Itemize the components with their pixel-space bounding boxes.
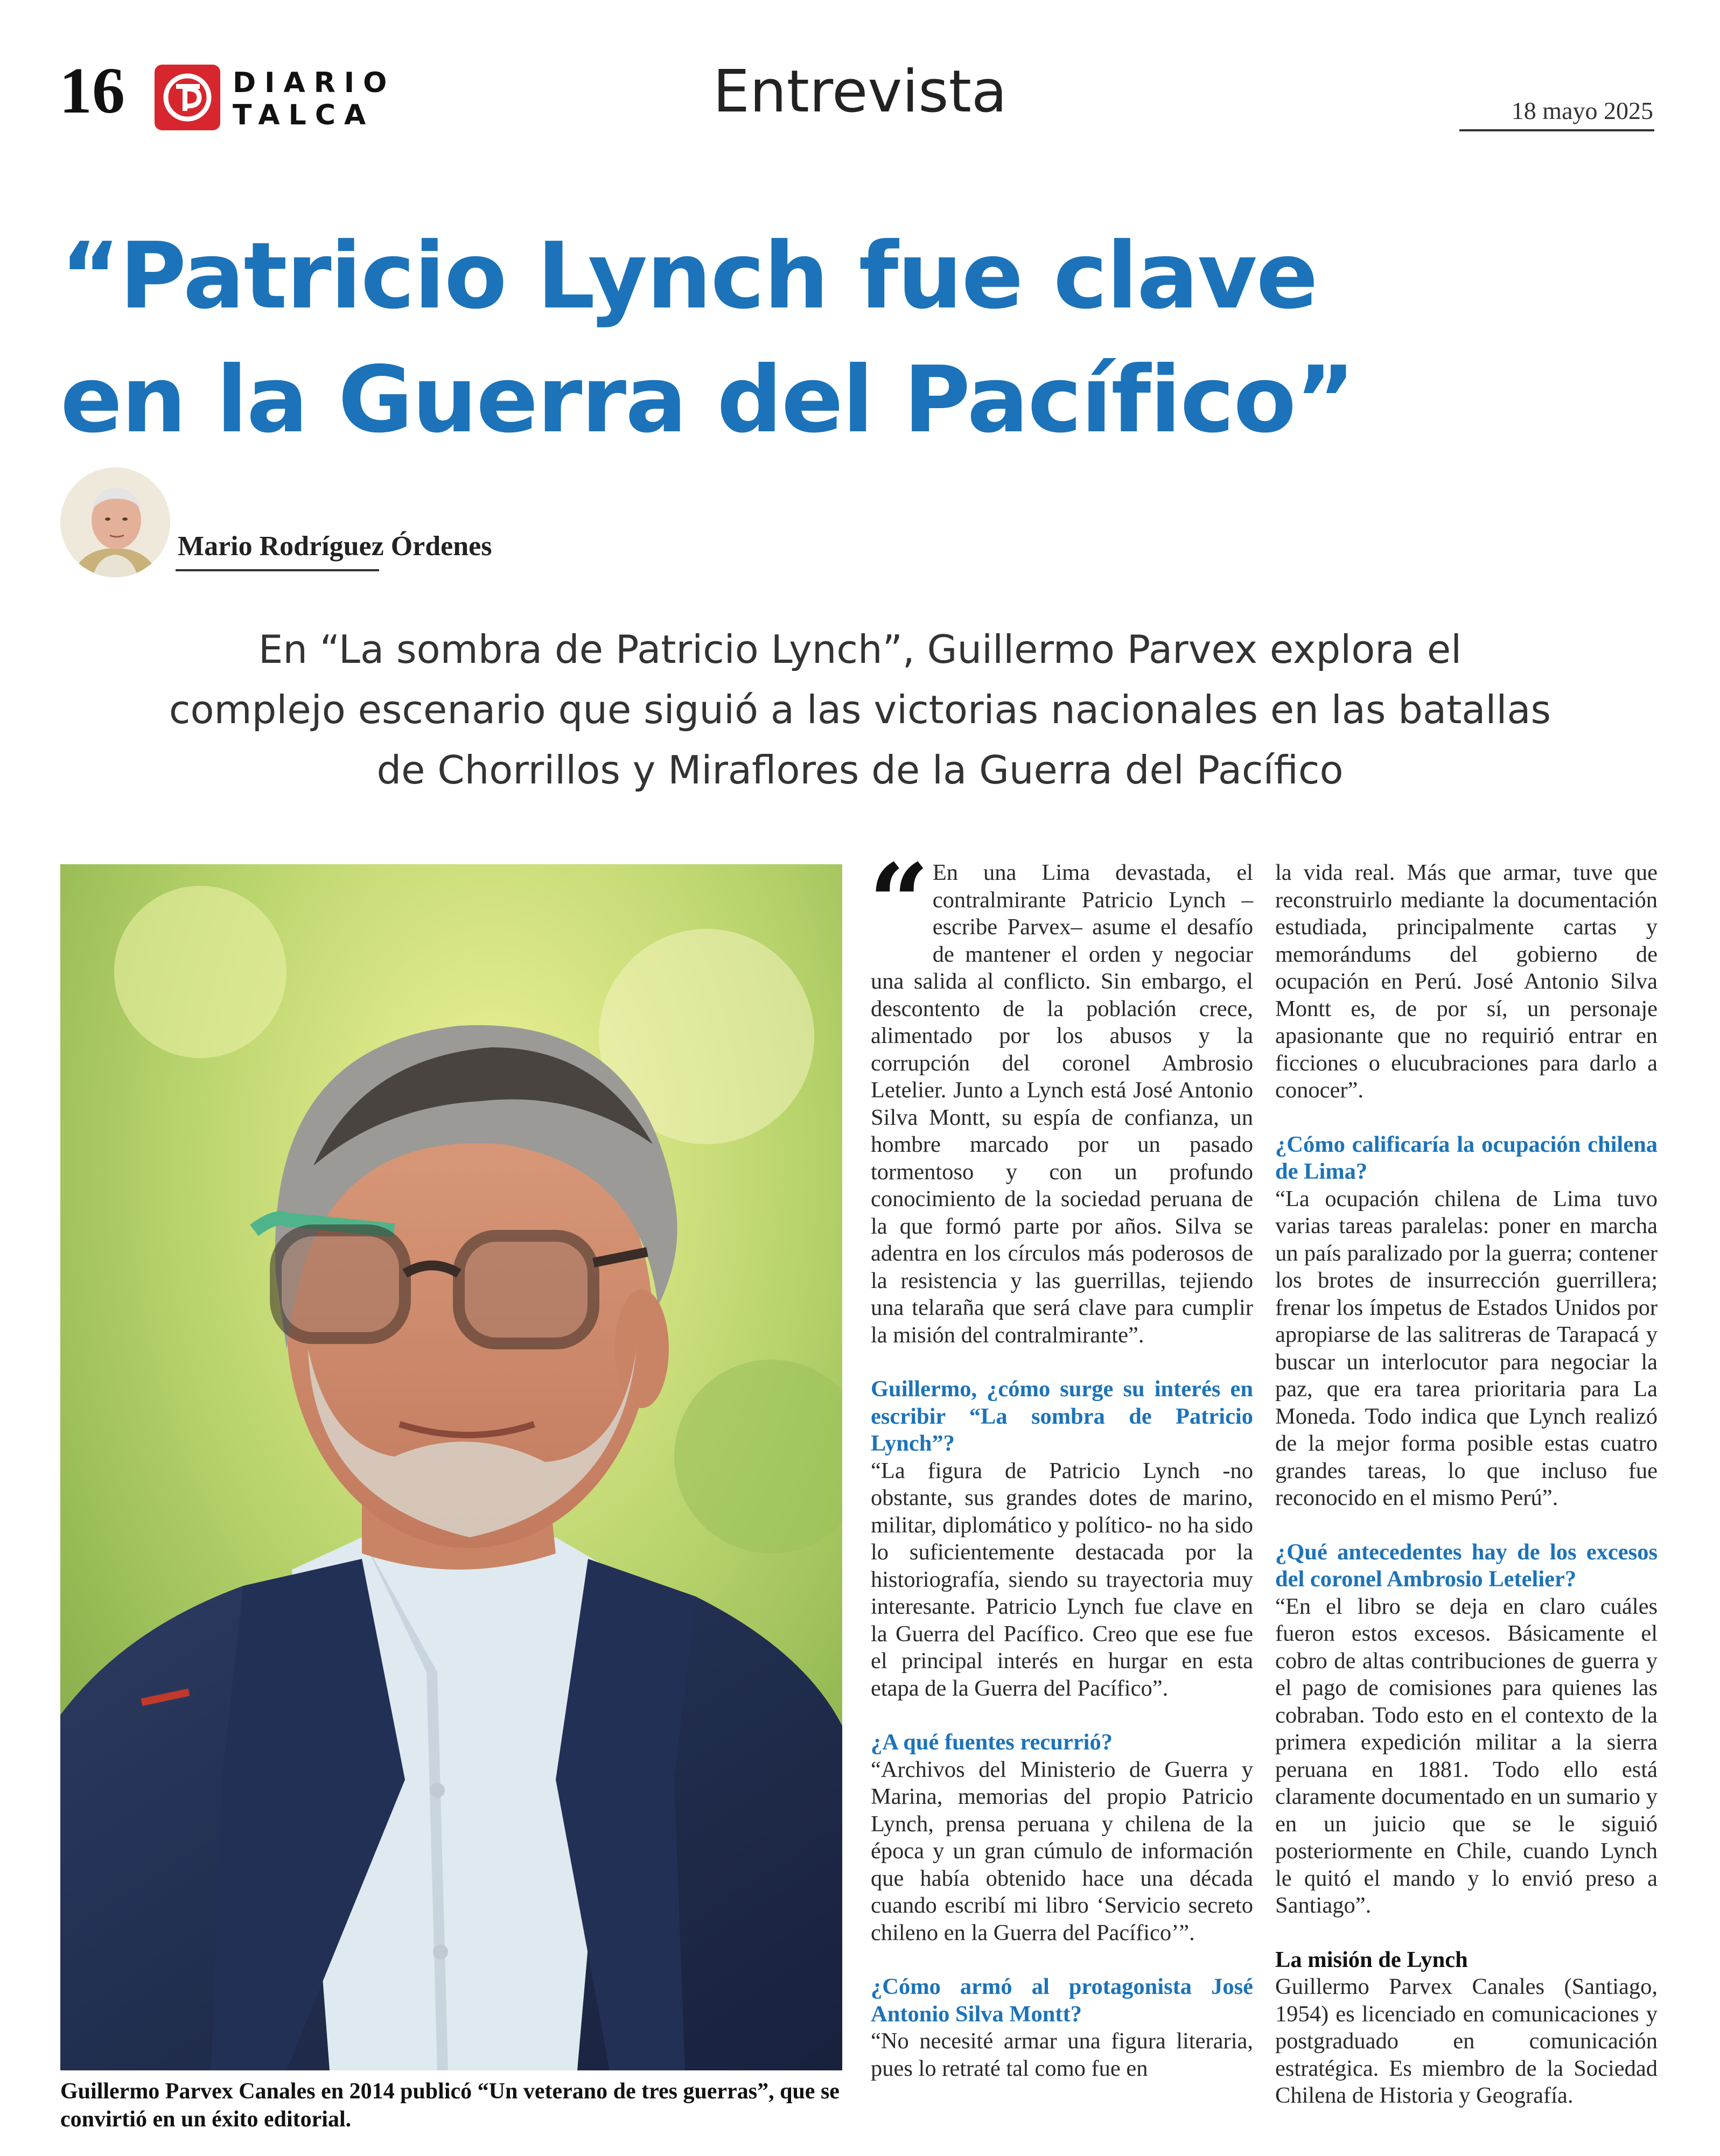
author-avatar	[60, 467, 170, 577]
question-4: ¿Cómo calificaría la ocupación chilena de Lima?	[1275, 1131, 1658, 1184]
answer-1: “La figura de Patricio Lynch -no obstante, sus grandes dotes de marino, militar, diplomático y político- no ha sido lo suficientemente destacada por la historiografía, siendo su trayectoria muy interesante. Patricio Lynch fue clave en la Guerra del Pacífico. Creo que ese fue el principal interés en hurgar en esta etapa de la Guerra del Pacífico”.	[871, 1458, 1253, 1701]
article-column-2	[1275, 859, 1658, 2110]
headline-line-2: en la Guerra del Pacífico”	[60, 347, 1354, 453]
interviewee-portrait-icon	[60, 864, 842, 2070]
interviewee-photo	[60, 864, 842, 2070]
page-number: 16	[59, 54, 125, 127]
answer-2: “Archivos del Ministerio de Guerra y Marina, memorias del propio Patricio Lynch, prensa peruana y chilena de la época y un gran cúmulo de información que había obtenido hace una década cuando escribí mi libro ‘Servicio secreto chileno en la Guerra del Pacífico’”.	[871, 1756, 1253, 1945]
brand-line-1: DIARIO	[233, 67, 396, 99]
author-bio: Guillermo Parvex Canales (Santiago, 1954) es licenciado en comunicaciones y postgraduado en comunicación estratégica. Es miembro de la Sociedad Chilena de Historia y Geografía.	[1275, 1974, 1658, 2108]
date-underline	[1459, 129, 1654, 131]
headline-line-1: “Patricio Lynch fue clave	[60, 223, 1317, 330]
standfirst-line-3: de Chorrillos y Miraflores de la Guerra del Pacífico	[376, 747, 1344, 793]
question-3: ¿Cómo armó al protagonista José Antonio Silva Montt?	[871, 1974, 1253, 2027]
publication-date: 18 mayo 2025	[1511, 97, 1653, 124]
question-2: ¿A qué fuentes recurrió?	[871, 1730, 1113, 1755]
answer-3-continued: la vida real. Más que armar, tuve que reconstruirlo mediante la documentación estudiada, principalmente cartas y memorándums del gobierno de ocupación en Perú. José Antonio Silva Montt es, de por sí, un personaje apasionante que no requirió entrar en ficciones o elucubraciones para darlo a conocer”.	[1275, 860, 1658, 1103]
article-column-1	[869, 841, 1253, 2082]
brand-line-2: TALCA	[233, 99, 375, 131]
intro-paragraph: En una Lima devastada, el contralmirante Patricio Lynch –escribe Parvex– asume el desafío de mantener el orden y negociar una salida al conflicto. Sin embargo, el descontento de la población crece, alimentado por los abusos y la corrupción del coronel Ambrosio Letelier. Junto a Lynch está José Antonio Silva Montt, su espía de confianza, un hombre marcado por un pasado tormentoso y con un profundo conocimiento de la sociedad peruana de la que formó parte por años. Silva se adentra en los círculos más poderosos de la resistencia y las guerrillas, tejiendo una telaraña que será clave para cumplir la misión del contralmirante”.	[871, 860, 1253, 1348]
standfirst	[54, 619, 1666, 800]
opening-quote-mark: “	[869, 841, 922, 965]
answer-5: “En el libro se deja en claro cuáles fueron estos excesos. Básicamente el cobro de altas contribuciones de guerra y el pago de comisiones para quienes las cobraban. Todo esto en el contexto de la primera expedición militar a la sierra peruana en 1881. Todo ello está claramente documentado en un sumario y en un juicio que se le siguió posteriormente en Chile, cuando Lynch le quitó el mando y lo envió preso a Santiago”.	[1275, 1593, 1658, 1918]
author-portrait-icon	[60, 467, 170, 577]
question-5: ¿Qué antecedentes hay de los excesos del coronel Ambrosio Letelier?	[1275, 1539, 1658, 1592]
headline	[60, 214, 1622, 462]
standfirst-line-1: En “La sombra de Patricio Lynch”, Guillermo Parvex explora el	[258, 627, 1462, 672]
section-title: Entrevista	[712, 58, 1008, 125]
question-1: Guillermo, ¿cómo surge su interés en escribir “La sombra de Patricio Lynch”?	[871, 1376, 1253, 1456]
subhead-mision-de-lynch: La misión de Lynch	[1275, 1947, 1468, 1972]
byline-underline	[176, 569, 379, 571]
answer-4: “La ocupación chilena de Lima tuvo varias tareas paralelas: poner en marcha un país paralizado por la guerra; contener los brotes de insurrección guerrillera; frenar los ímpetus de Estados Unidos por apropiarse de las salitreras de Tarapacá y buscar un interlocutor para negociar la paz, que era tarea prioritaria para La Moneda. Todo indica que Lynch realizó de la mejor forma posible estas cuatro grandes tareas, lo que incluso fue reconocido en el mismo Perú”.	[1275, 1186, 1658, 1510]
answer-3: “No necesité armar una figura literaria, pues lo retraté tal como fue en	[871, 2028, 1253, 2081]
photo-caption: Guillermo Parvex Canales en 2014 publicó “Un veterano de tres guerras”, que se convirtió en un éxito editorial.	[60, 2079, 840, 2132]
author-name: Mario Rodríguez Órdenes	[178, 531, 492, 562]
standfirst-line-2: complejo escenario que siguió a las victorias nacionales en las batallas	[169, 687, 1551, 732]
